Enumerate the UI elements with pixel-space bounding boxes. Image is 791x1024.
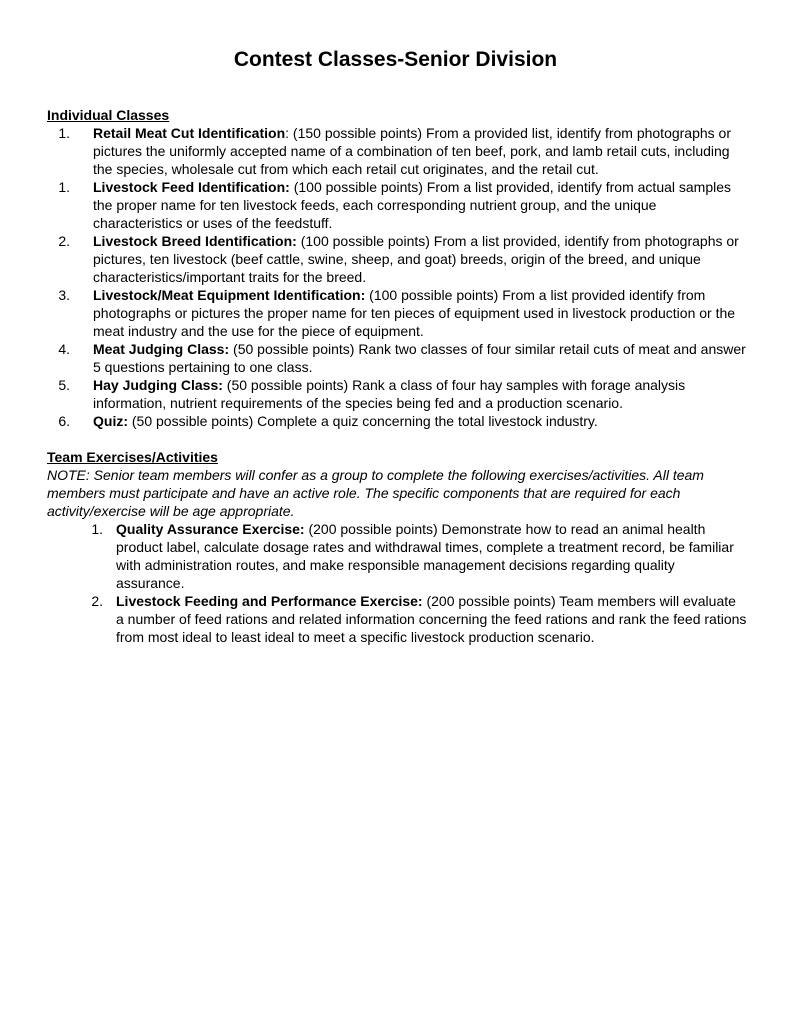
list-item-text <box>93 376 747 412</box>
list-item-description: (200 possible points) Team members will evaluate a number of feed rations and related information concerning the feed rations and rank the feed rations from most ideal to least ideal to meet a specific livestock production scenario. <box>116 593 747 645</box>
list-item-title: Livestock Feed Identification: <box>93 179 290 195</box>
list-item <box>47 592 747 646</box>
individual-classes-list <box>47 124 747 430</box>
list-item-description: (100 possible points) From a list provided, identify from actual samples the proper name for ten livestock feeds, each corresponding nutrient group, and the unique characteristics or uses of the feedstuff. <box>93 179 732 231</box>
list-item-text <box>93 232 747 286</box>
list-item-text <box>93 178 747 232</box>
list-item <box>47 178 747 232</box>
list-item-title: Livestock Feeding and Performance Exercise: <box>116 593 423 609</box>
list-item-text <box>93 124 747 178</box>
list-item <box>47 376 747 412</box>
list-item-description: (50 possible points) Complete a quiz concerning the total livestock industry. <box>128 413 598 429</box>
list-item-description: (200 possible points) Demonstrate how to read an animal health product label, calculate dosage rates and withdrawal times, complete a treatment record, be familiar with administration routes, and make responsible management decisions regarding quality assurance. <box>116 521 734 591</box>
list-item-title: Meat Judging Class: <box>93 341 230 357</box>
list-item-description: (100 possible points) From a list provided identify from photographs or pictures the proper name for ten pieces of equipment used in livestock production or the meat industry and the use for the piece of equipment. <box>93 287 736 339</box>
list-item-title: Quiz: <box>93 413 128 429</box>
list-item-text <box>93 412 747 430</box>
list-item-title: Livestock Breed Identification: <box>93 233 297 249</box>
list-item-number: 4. <box>58 341 70 357</box>
list-item <box>47 412 747 430</box>
team-exercises-list <box>47 520 747 646</box>
list-item-description: (50 possible points) Rank two classes of four similar retail cuts of meat and answer 5 questions pertaining to one class. <box>93 341 746 375</box>
list-item-text <box>93 286 747 340</box>
list-item <box>47 286 747 340</box>
list-item-number: 1. <box>58 179 70 195</box>
list-item-text <box>93 340 747 376</box>
individual-classes-heading: Individual Classes <box>47 107 170 123</box>
list-item-title: Livestock/Meat Equipment Identification: <box>93 287 366 303</box>
list-item-text <box>116 520 747 592</box>
list-item-description: : (150 possible points) From a provided list, identify from photographs or pictures the uniformly accepted name of a combination of ten beef, pork, and lamb retail cuts, including the species, wholesale cut from which each retail cut originates, and the retail cut. <box>93 125 732 177</box>
list-item <box>47 340 747 376</box>
section-spacer <box>47 430 747 448</box>
list-item-number: 2. <box>91 593 103 609</box>
page-title: Contest Classes-Senior Division <box>233 48 558 71</box>
list-item-description: (50 possible points) Rank a class of four hay samples with forage analysis information, nutrient requirements of the species being fed and a production scenario. <box>93 377 686 411</box>
list-item-number: 6. <box>58 413 70 429</box>
list-item-title: Hay Judging Class: <box>93 377 223 393</box>
list-item-number: 1. <box>58 125 70 141</box>
list-item-description: (100 possible points) From a list provided, identify from photographs or pictures, ten livestock (beef cattle, swine, sheep, and goat) breeds, origin of the breed, and unique characteristics/important traits for the breed. <box>93 233 739 285</box>
list-item-number: 1. <box>91 521 103 537</box>
list-item-text <box>116 592 747 646</box>
list-item-number: 5. <box>58 377 70 393</box>
list-item <box>47 520 747 592</box>
list-item <box>47 232 747 286</box>
document-body <box>47 106 747 646</box>
list-item <box>47 124 747 178</box>
list-item-title: Retail Meat Cut Identification <box>93 125 286 141</box>
list-item-number: 2. <box>58 233 70 249</box>
team-note: NOTE: Senior team members will confer as a group to complete the following exercises/activities. All team members must participate and have an active role. The specific components that are required for each activity/exercise will be age appropriate. <box>47 467 704 519</box>
team-exercises-heading: Team Exercises/Activities <box>47 449 218 465</box>
list-item-title: Quality Assurance Exercise: <box>116 521 305 537</box>
list-item-number: 3. <box>58 287 70 303</box>
